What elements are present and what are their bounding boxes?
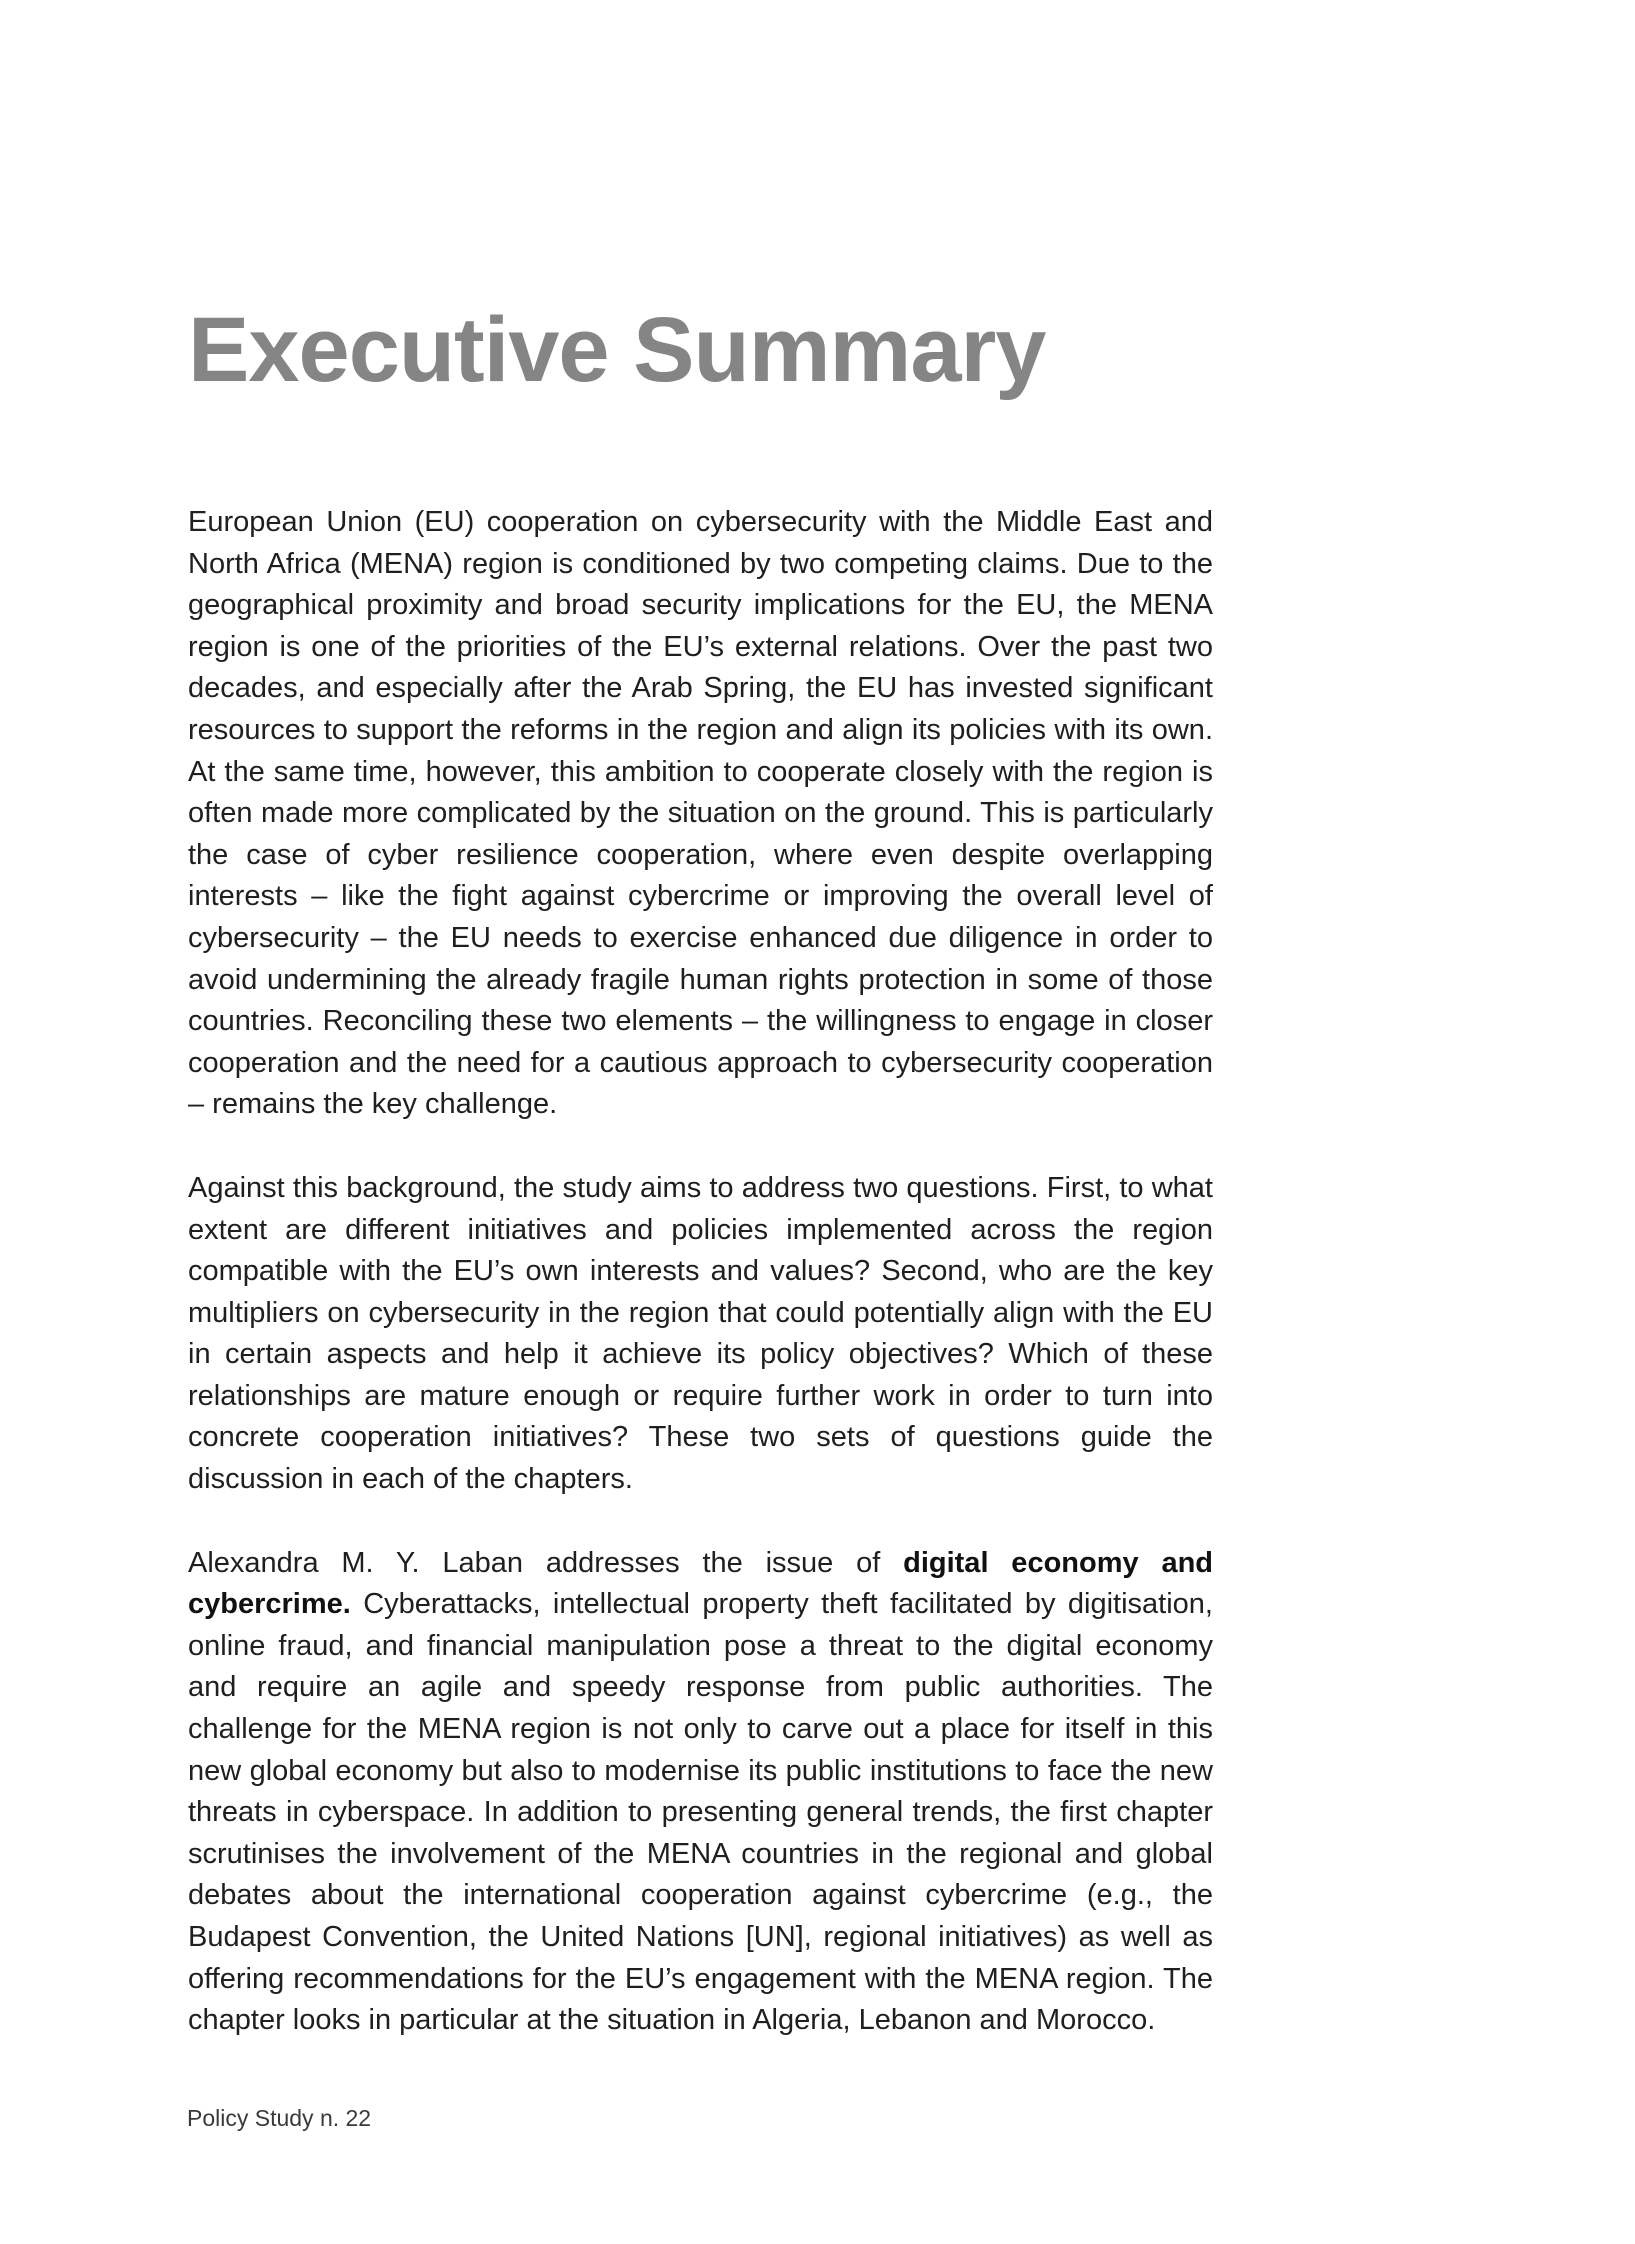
paragraph-3-bold-topic: digital economy and cybercrime.	[188, 1546, 1213, 1621]
page-footer: Policy Study n. 22	[187, 2105, 372, 2131]
paragraph-3-rest: Cyberattacks, intellectual property theft facilitated by digitisation, online fraud, and financial manipulation pose a threat to the digital economy and require an agile and speedy response from public authorities. The challenge for the MENA region is not only to carve out a place for itself in this new global economy but also to modernise its public institutions to face the new threats in cyberspace. In addition to presenting general trends, the first chapter scrutinises the involvement of the MENA countries in the regional and global debates about the international cooperation against cybercrime (e.g., the Budapest Convention, the United Nations [UN], regional initiatives) as well as offering recommendations for the EU’s engagement with the MENA region. The chapter looks in particular at the situation in Algeria, Lebanon and Morocco.	[188, 1588, 1213, 2037]
paragraph-2: Against this background, the study aims to address two questions. First, to what extent are different initiatives and policies implemented across the region compatible with the EU’s own interests and values? Second, who are the key multipliers on cybersecurity in the region that could potentially align with the EU in certain aspects and help it achieve its policy objectives? Which of these relationships are mature enough or require further work in order to turn into concrete cooperation initiatives? These two sets of questions guide the discussion in each of the chapters.	[188, 1171, 1213, 1496]
body-text	[188, 502, 1213, 2084]
paragraph-3	[188, 1543, 1213, 2042]
paragraph-3-intro: Alexandra M. Y. Laban addresses the issue of	[188, 1546, 904, 1579]
paragraph-1: European Union (EU) cooperation on cybersecurity with the Middle East and North Africa (MENA) region is conditioned by two competing claims. Due to the geographical proximity and broad security implications for the EU, the MENA region is one of the priorities of the EU’s external relations. Over the past two decades, and especially after the Arab Spring, the EU has invested significant resources to support the reforms in the region and align its policies with its own. At the same time, however, this ambition to cooperate closely with the region is often made more complicated by the situation on the ground. This is particularly the case of cyber resilience cooperation, where even despite overlapping interests – like the fight against cybercrime or improving the overall level of cybersecurity – the EU needs to exercise enhanced due diligence in order to avoid undermining the already fragile human rights protection in some of those countries. Reconciling these two elements – the willingness to engage in closer cooperation and the need for a cautious approach to cybersecurity cooperation – remains the key challenge.	[188, 506, 1213, 1121]
page-title: Executive Summary	[188, 299, 1046, 401]
